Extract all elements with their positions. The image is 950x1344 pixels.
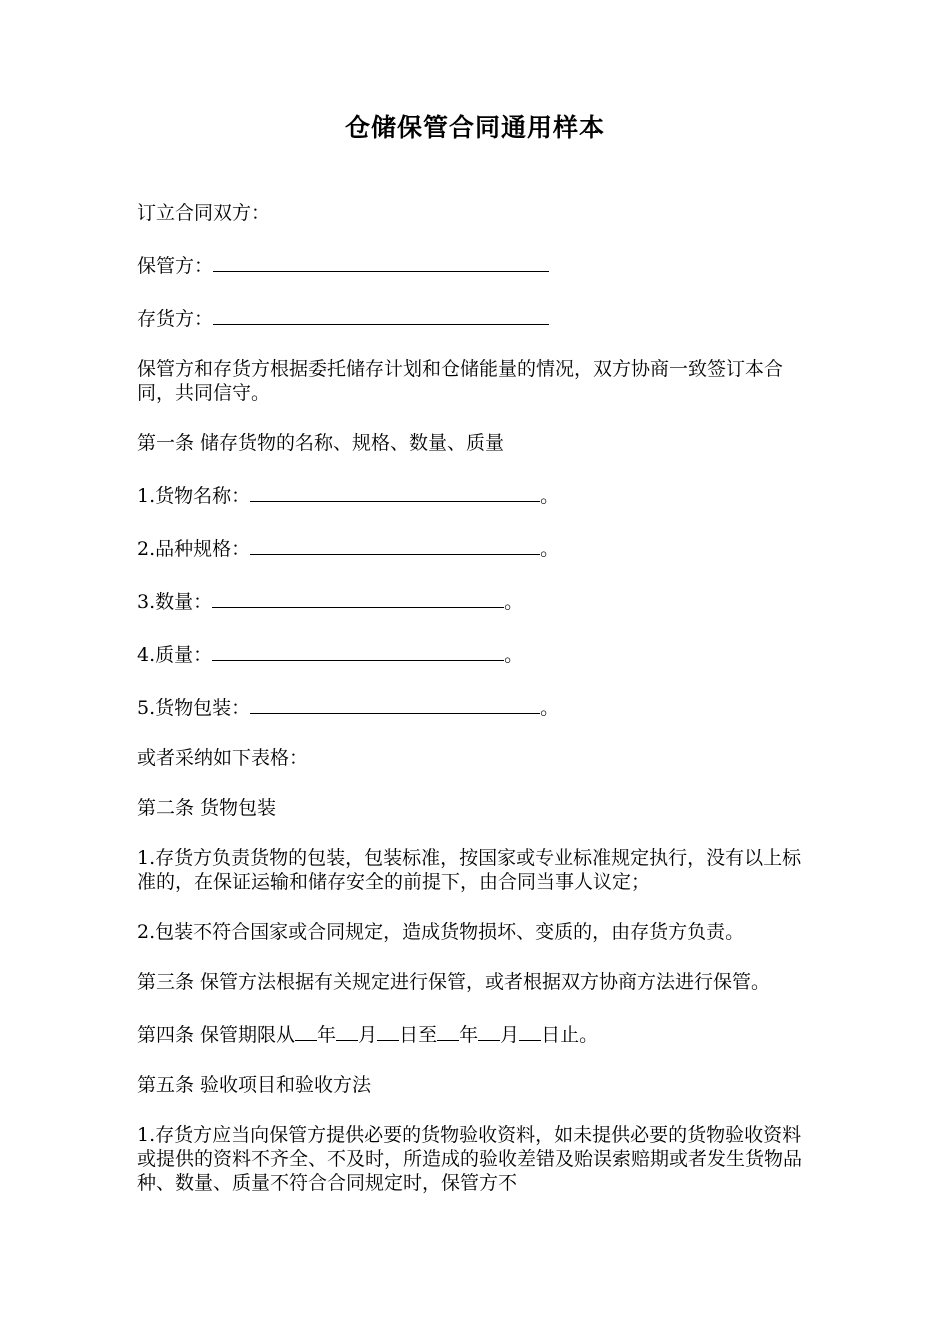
year-label: 年 — [459, 1024, 479, 1046]
article-5-title: 第五条 验收项目和验收方法 — [137, 1074, 372, 1096]
year-label: 年 — [317, 1024, 337, 1046]
day-end-label: 日止。 — [541, 1024, 599, 1046]
end-day-blank — [519, 1020, 541, 1041]
goods-packaging-blank — [250, 693, 540, 714]
article-3: 第三条 保管方法根据有关规定进行保管，或者根据双方协商方法进行保管。 — [137, 971, 771, 993]
goods-quantity-line — [137, 587, 817, 614]
goods-packaging-label: 5.货物包装： — [137, 697, 251, 719]
goods-spec-line — [137, 534, 817, 561]
goods-spec-label: 2.品种规格： — [137, 538, 251, 560]
article-4-prefix: 第四条 保管期限从 — [137, 1024, 296, 1046]
article-2-title: 第二条 货物包装 — [137, 797, 277, 819]
goods-quantity-blank — [212, 587, 504, 608]
article-4 — [137, 1020, 817, 1047]
table-note: 或者采纳如下表格： — [137, 747, 309, 769]
article-5-clause-1: 1.存货方应当向保管方提供必要的货物验收资料，如未提供必要的货物验收资料或提供的资料不齐全、不及时，所造成的验收差错及贻误索赔期或者发生货物品种、数量、质量不符合合同规定时，保管方不 — [137, 1124, 803, 1194]
depositor-line — [137, 304, 817, 331]
depositor-label: 存货方： — [137, 308, 214, 330]
article-2-clause-2: 2.包装不符合国家或合同规定，造成货物损坏、变质的，由存货方负责。 — [137, 921, 745, 943]
period-mark: 。 — [504, 644, 524, 666]
goods-name-label: 1.货物名称： — [137, 485, 251, 507]
goods-name-blank — [250, 481, 540, 502]
depositor-blank — [213, 304, 549, 325]
parties-intro: 订立合同双方： — [137, 202, 271, 224]
keeper-blank — [213, 251, 549, 272]
keeper-label: 保管方： — [137, 255, 214, 277]
goods-quality-blank — [212, 640, 504, 661]
period-mark: 。 — [540, 538, 560, 560]
document-body — [137, 201, 817, 1221]
article-2-clause-1: 1.存货方负责货物的包装，包装标准，按国家或专业标准规定执行，没有以上标准的，在保证运输和储存安全的前提下，由合同当事人议定； — [137, 847, 802, 893]
goods-spec-blank — [250, 534, 540, 555]
month-label: 月 — [358, 1024, 378, 1046]
document-title: 仓储保管合同通用样本 — [344, 113, 605, 142]
period-mark: 。 — [540, 697, 560, 719]
goods-quality-line — [137, 640, 817, 667]
goods-packaging-line — [137, 693, 817, 720]
day-to-label: 日至 — [399, 1024, 438, 1046]
start-day-blank — [377, 1020, 399, 1041]
goods-quality-label: 4.质量： — [137, 644, 213, 666]
start-year-blank — [295, 1020, 317, 1041]
keeper-line — [137, 251, 817, 278]
period-mark: 。 — [504, 591, 524, 613]
month-label: 月 — [500, 1024, 520, 1046]
goods-name-line — [137, 481, 817, 508]
end-month-blank — [478, 1020, 500, 1041]
end-year-blank — [437, 1020, 459, 1041]
goods-quantity-label: 3.数量： — [137, 591, 213, 613]
start-month-blank — [336, 1020, 358, 1041]
preamble-paragraph: 保管方和存货方根据委托储存计划和仓储能量的情况，双方协商一致签订本合同，共同信守。 — [137, 358, 784, 404]
article-1-title: 第一条 储存货物的名称、规格、数量、质量 — [137, 432, 505, 454]
period-mark: 。 — [540, 485, 560, 507]
